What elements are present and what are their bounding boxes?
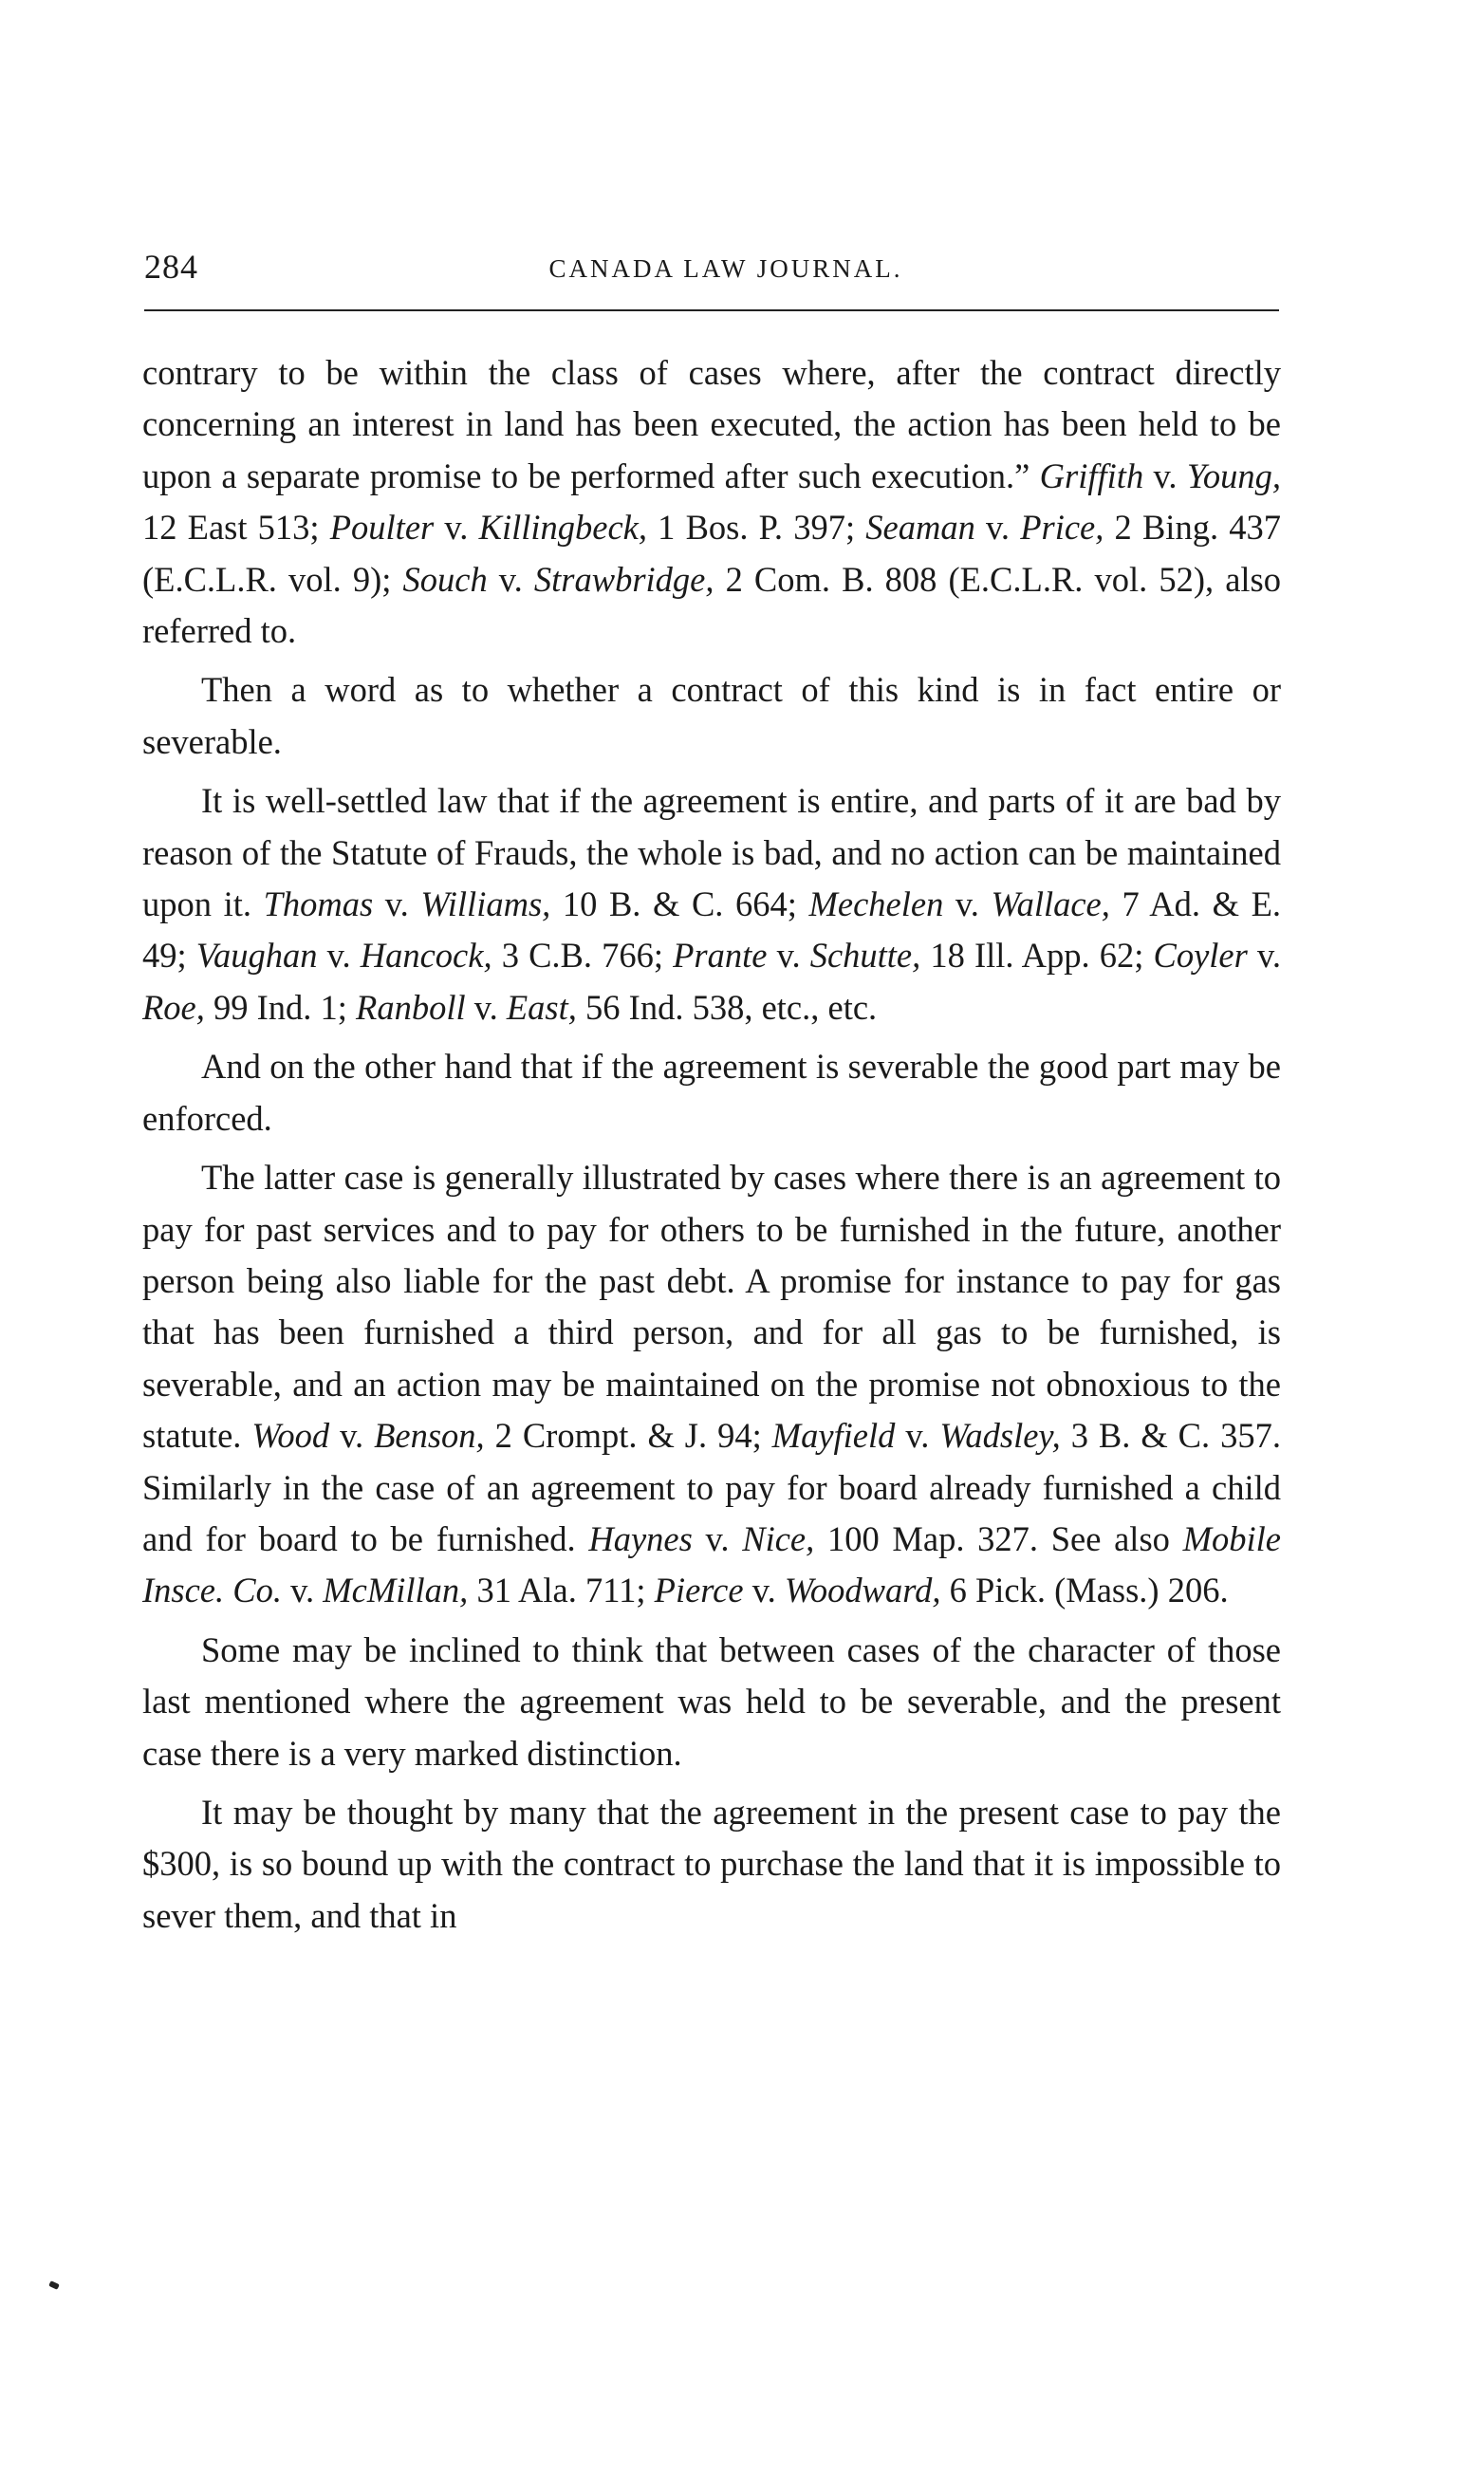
text-run: v.	[743, 1571, 785, 1610]
body-text	[142, 347, 1281, 1949]
text-run: v.	[895, 1416, 940, 1456]
text-run: v.	[487, 559, 534, 599]
text-run: 2 Com. B. 808 (E.C.L.R. vol. 52), also referred to.	[142, 559, 1282, 651]
text-run: It is well-settled law that if the agreement is entire, and parts of it are bad by reason of the Statute of Frauds, the whole is bad, and no action can be maintained upon it.	[142, 781, 1281, 924]
case-name: Wallace,	[991, 884, 1110, 924]
case-name: Pierce	[654, 1571, 744, 1610]
text-run: 1 Bos. P. 397;	[646, 508, 866, 548]
case-name: Schutte,	[809, 936, 921, 976]
text-run: The latter case is generally illustrated by cases where there is an agreement to pay for past services and to pay for others to be furnished in the future, another person being also liable for the past debt. A promise for instance to pay for gas that has been furnished a third person, and for all gas to be furnished, is severable, and an action may be maintained on the promise not obnoxious to the statute.	[142, 1158, 1281, 1456]
case-name: Prante	[673, 936, 768, 976]
text-run: v.	[767, 936, 810, 976]
text-run: 100 Map. 327. See also	[814, 1518, 1183, 1558]
case-name: Seaman	[865, 508, 975, 548]
case-name: Hancock,	[360, 936, 492, 976]
text-run: 99 Ind. 1;	[204, 987, 357, 1027]
text-run: v.	[281, 1571, 324, 1610]
paragraph	[142, 775, 1281, 1033]
text-run: v.	[692, 1518, 743, 1558]
text-run: Then a word as to whether a contract of this kind is in fact entire or severable.	[142, 670, 1281, 761]
page-number: 284	[144, 248, 198, 286]
text-run: 18 Ill. App. 62;	[920, 936, 1154, 976]
case-name: Young,	[1186, 456, 1281, 495]
text-run: contrary to be within the class of cases where, after the contract directly concerning an interest in land has been executed, the action has been held to be upon a separate promise to be performed after such execution.”	[142, 353, 1281, 495]
text-run: 12 East 513;	[142, 508, 330, 548]
text-run: 3 C.B. 766;	[492, 936, 674, 976]
text-run: 10 B. & C. 664;	[550, 884, 809, 924]
text-run: v.	[465, 987, 507, 1027]
case-name: East,	[506, 987, 577, 1027]
case-name: Thomas	[263, 884, 374, 924]
text-run: Some may be inclined to think that between cases of the character of those last mentioned where the agreement was held to be severable, and the present case there is a very marked distinction.	[142, 1629, 1281, 1773]
case-name: Souch	[402, 559, 488, 599]
text-run: v.	[317, 936, 361, 976]
case-name: Roe,	[142, 987, 205, 1027]
paragraph	[142, 1041, 1281, 1144]
case-name: Strawbridge,	[533, 559, 714, 599]
running-head: CANADA LAW JOURNAL.	[548, 254, 903, 283]
text-run: 2 Bing. 437 (E.C.L.R. vol. 9);	[142, 508, 1281, 599]
text-run: v.	[329, 1416, 375, 1456]
case-name: Griffith	[1039, 456, 1144, 495]
paragraph	[142, 1625, 1281, 1779]
case-name: Price,	[1020, 508, 1104, 548]
text-run: v.	[974, 508, 1021, 548]
case-name: Benson,	[374, 1416, 485, 1456]
header-rule	[144, 309, 1279, 311]
case-name: Killingbeck,	[478, 508, 647, 548]
case-name: Mechelen	[808, 884, 944, 924]
paragraph	[142, 1152, 1281, 1617]
text-run: v.	[434, 508, 479, 548]
text-run: 31 Ala. 711;	[468, 1571, 655, 1610]
paragraph	[142, 347, 1281, 657]
text-run: 56 Ind. 538, etc., etc.	[576, 987, 878, 1027]
paragraph	[142, 1787, 1281, 1942]
text-run: 6 Pick. (Mass.) 206.	[940, 1571, 1229, 1610]
case-name: Mayfield	[771, 1416, 896, 1456]
text-run: 7 Ad. & E. 49;	[142, 884, 1281, 976]
case-name: Nice,	[742, 1518, 815, 1558]
text-run: 3 B. & C. 357. Similarly in the case of an agreement to pay for board already furnished a child and for board to be furnished.	[142, 1416, 1281, 1558]
case-name: Wadsley,	[939, 1416, 1061, 1456]
text-run: It may be thought by many that the agreement in the present case to pay the $300, is so bound up with the contract to purchase the land that it is impossible to sever them, and that in	[142, 1792, 1281, 1935]
text-run: v.	[943, 884, 992, 924]
case-name: McMillan,	[323, 1571, 469, 1610]
case-name: Vaughan	[195, 936, 318, 976]
paragraph	[142, 664, 1281, 768]
case-name: Coyler	[1153, 936, 1248, 976]
text-run: v.	[373, 884, 421, 924]
text-run: 2 Crompt. & J. 94;	[484, 1416, 772, 1456]
text-run: And on the other hand that if the agreement is severable the good part may be enforced.	[142, 1047, 1281, 1138]
case-name: Ranboll	[356, 987, 466, 1027]
page-header	[144, 247, 1279, 300]
text-run: v.	[1143, 456, 1187, 495]
case-name: Williams,	[420, 884, 551, 924]
ink-speck	[48, 2280, 60, 2290]
case-name: Mobile Insce. Co.	[142, 1518, 1281, 1610]
case-name: Poulter	[329, 508, 435, 548]
case-name: Woodward,	[784, 1571, 941, 1610]
case-name: Wood	[251, 1416, 330, 1456]
text-run: v.	[1247, 936, 1281, 976]
case-name: Haynes	[588, 1518, 693, 1558]
